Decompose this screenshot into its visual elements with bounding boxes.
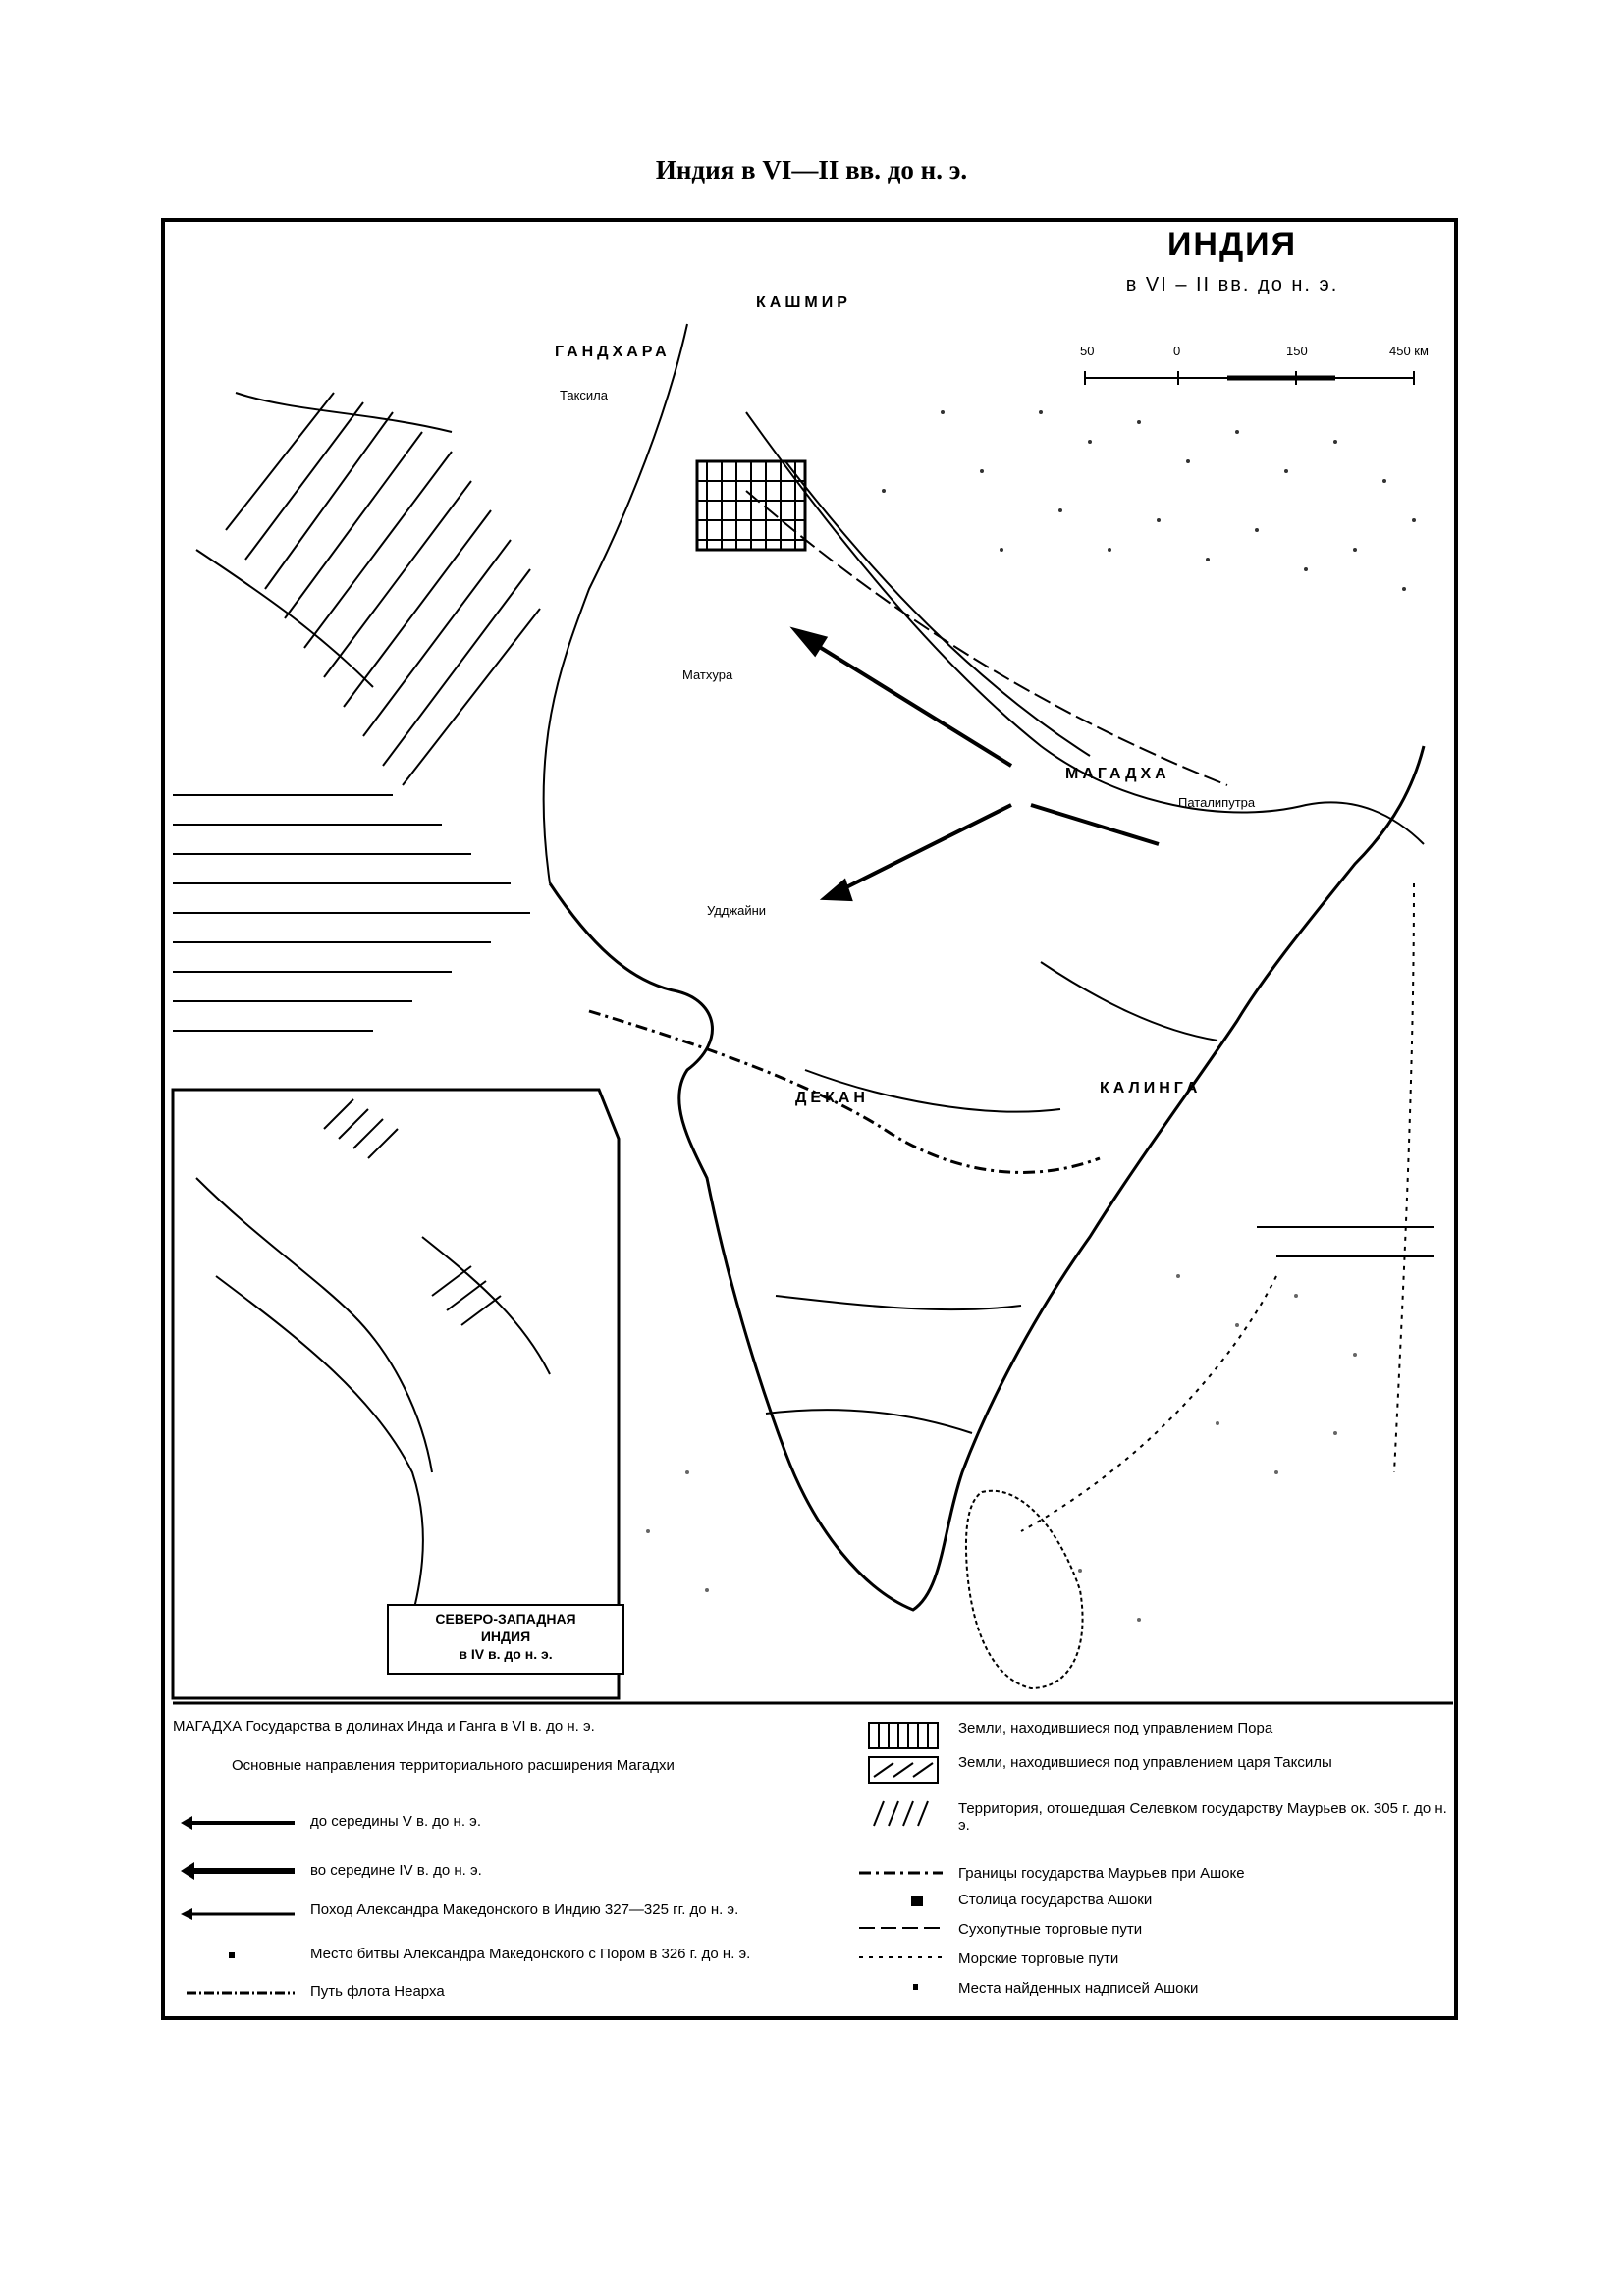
- place-label-magadha: МАГАДХА: [1065, 766, 1170, 782]
- dotted-sea-area: [646, 410, 1416, 1622]
- legend-item: [310, 1983, 840, 2000]
- legend-item: [310, 1901, 840, 1918]
- legend-item: [310, 1862, 840, 1879]
- legend-text: Место битвы Александра Македонского с Пором в 326 г. до н. э.: [310, 1946, 751, 1962]
- legend-item: [173, 1718, 840, 1735]
- inset-title: [388, 1610, 623, 1663]
- coastline-india: [550, 746, 1424, 1610]
- place-label-kashmir: КАШМИР: [756, 294, 851, 311]
- legend-text: Земли, находившиеся под управлением царя Таксилы: [958, 1754, 1332, 1771]
- inset-title-line: СЕВЕРО-ЗАПАДНАЯ: [435, 1611, 576, 1627]
- legend-item: [958, 1800, 1449, 1834]
- legend-text: Земли, находившиеся под управлением Пора: [958, 1720, 1273, 1736]
- legend-text: Границы государства Маурьев при Ашоке: [958, 1865, 1245, 1882]
- legend-text: Места найденных надписей Ашоки: [958, 1980, 1199, 1997]
- legend-item: [232, 1757, 782, 1774]
- legend-text: Поход Александра Македонского в Индию 327—325 гг. до н. э.: [310, 1901, 739, 1918]
- place-label-ujjaini: Удджайни: [707, 903, 767, 918]
- legend-text: Основные направления территориального расширения Магадхи: [232, 1757, 675, 1774]
- legend-item: [958, 1980, 1449, 1997]
- map-title: ИНДИЯ: [1166, 226, 1298, 263]
- map-heading: [1026, 226, 1438, 296]
- scale-tick: 50: [1080, 344, 1095, 358]
- inset-title-line: ИНДИЯ: [480, 1629, 531, 1644]
- place-label-gandhara: ГАНДХАРА: [555, 344, 671, 360]
- grid-area-porus: [697, 461, 805, 550]
- scale-tick: 0: [1173, 344, 1181, 358]
- legend-text: Сухопутные торговые пути: [958, 1921, 1143, 1938]
- place-label-taksila: Таксила: [560, 388, 608, 402]
- place-label-mathura: Матхура: [682, 667, 733, 682]
- place-label-pataliputra: Паталипутра: [1178, 795, 1256, 810]
- legend-text: до середины V в. до н. э.: [310, 1813, 482, 1830]
- legend-text: Территория, отошедшая Селевком государству Маурьев ок. 305 г. до н. э.: [958, 1800, 1447, 1834]
- map-subtitle: в VI – II вв. до н. э.: [1125, 274, 1339, 295]
- place-label-kalinga: КАЛИНГА: [1100, 1080, 1202, 1096]
- legend-item: [958, 1865, 1449, 1882]
- trade-routes: [746, 491, 1414, 1531]
- scale-labels: [1080, 344, 1434, 383]
- legend-text: МАГАДХА Государства в долинах Инда и Ганга в VI в. до н. э.: [173, 1718, 595, 1735]
- map-legend: [173, 1710, 1449, 2004]
- inset-map: [173, 1090, 623, 1698]
- legend-item: [958, 1950, 1449, 1967]
- place-label-dekan: ДЕКАН: [795, 1090, 869, 1106]
- legend-item: [310, 1813, 840, 1830]
- legend-item: [958, 1892, 1449, 1908]
- inset-title-line: в IV в. до н. э.: [459, 1646, 553, 1662]
- legend-text: Путь флота Неарха: [310, 1983, 445, 2000]
- scale-tick: 450 км: [1389, 344, 1429, 358]
- island-sri-lanka: [966, 1491, 1083, 1688]
- legend-item: [310, 1946, 840, 1962]
- hatched-northwest: [226, 393, 540, 785]
- legend-text: Морские торговые пути: [958, 1950, 1119, 1967]
- legend-item: [958, 1754, 1449, 1771]
- page-title: Индия в VI—II вв. до н. э.: [655, 155, 968, 185]
- legend-item: [958, 1921, 1449, 1938]
- legend-item: [958, 1720, 1449, 1736]
- scale-tick: 150: [1286, 344, 1308, 358]
- legend-text: Столица государства Ашоки: [958, 1892, 1153, 1908]
- legend-text: во середине IV в. до н. э.: [310, 1862, 482, 1879]
